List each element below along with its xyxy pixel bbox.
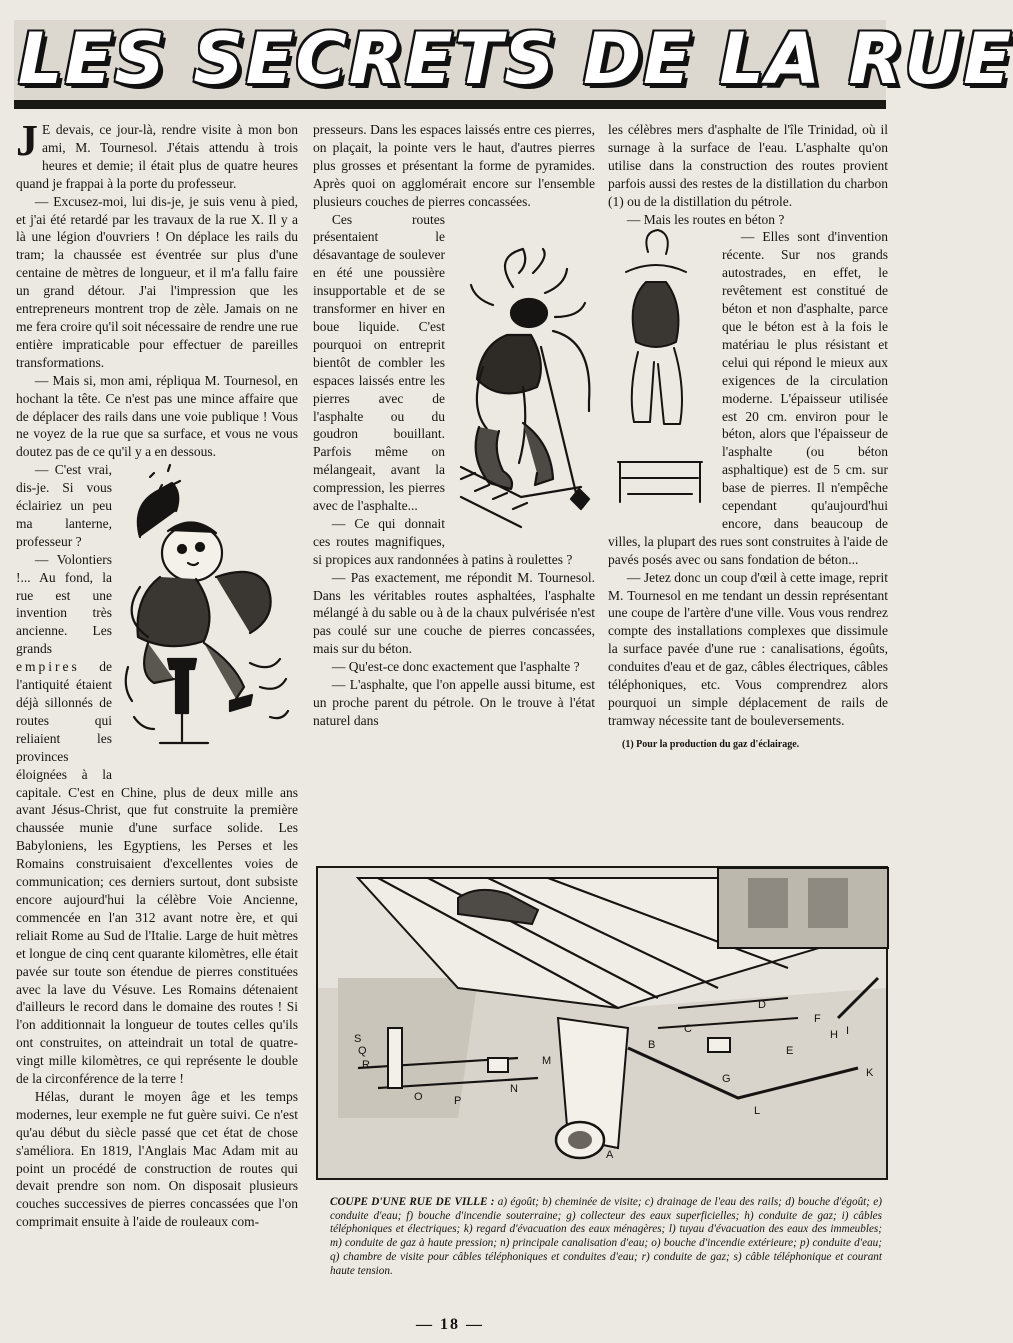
caption-legend: a) égoût; b) cheminée de visite; c) drainage de l'eau des rails; d) bouche d'égoût; e) conduite d'eau; f) bouche d'incendie souterraine; g) collecteur des eaux superficielles; h) conduite de gaz; i) câbles téléphoniques et électriques; k) regard d'évacuation des eaux ménagères; l) tuyau d'évacuation des eaux des immeubles; m) conduite de gaz à haute pression; n) principale canalisation d'eau; o) bouche d'incendie extérieure; p) conduite d'eau; q) chambre de visite pour câbles téléphoniques et conduites d'eau; r) conduite de gaz; s) câble téléphonique et courant haute tension. [330,1196,882,1277]
figure-label-q: Q [358,1045,367,1057]
figure-label-p: P [454,1095,462,1107]
figure-label-h: H [830,1029,838,1041]
street-cross-section-figure [316,866,888,1180]
paragraph-text: E devais, ce jour-là, rendre visite à mon bon ami, M. Tournesol. J'étais attendu à trois heures et demie; il était plus de quatre heures quand je frappai à la porte du professeur. [16,122,298,191]
footnote: (1) Pour la production du gaz d'éclairage. [622,738,800,750]
paragraph: — Ce qui donnait ces routes magnifiques, si propices aux randonnées à patins à roulettes ? [313,515,573,567]
paragraph: les célèbres mers d'asphalte de l'île Trinidad, où il surnage à la surface de l'eau. L'asphalte qu'on utilise dans la construction des routes provient parfois aussi des restes de la distillation du charbon (1) ou de la distillation du pétrole. [608,122,888,209]
article-column-3 [608,121,888,754]
figure-label-o: O [414,1091,423,1103]
spaced-word: empires [16,659,80,675]
paragraph: — Mais si, mon ami, répliqua M. Tournesol, en hochant la tête. Ce n'est pas une mince affaire que de déplacer des rails dans une voie publique ! Vous ne voyez de la rue que sa surface, et vous ne vous doutez pas de ce qu'il y a en dessous. [16,372,298,460]
paragraph: Ces routes présentaient le désavantage de soulever en été une poussière insupportable et de se transformer en hiver en boue liquide. C'est pourquoi on entreprit bientôt de combler les espaces laissés entre les pierres avec de l'asphalte ou du goudron bouillant. Parfois même on mélangeait, avant la compression, les pierres avec de l'asphalte... [313,211,445,514]
paragraph-text: de l'antiquité étaient déjà sillonnés de routes qui reliaient les provinces éloignées à la capitale. C'est en Chine, plus de deux mille ans avant Jésus-Christ, que fut construite la première chaussée munie d'une surface solide. Les Babyloniens, les Egyptiens, les Perses et les Romains construisaient d'excellentes voies de communication; ces derniers surtout, dont subsiste encore aujourd'hui la célèbre Voie Ancienne, commencée en l'an 312 avant notre ère, et qui reliait Rome au Sud de l'Italie. Large de huit mètres et longue de cinq cent quarante kilomètres, elle était pavée sur toute son étendue de pierres constituées avec la lave du Vésuve. Les Romains détenaient d'ailleurs le record dans le domaine des routes ! Si l'on additionnait la longueur de toutes celles qu'ils ont construites, on atteindrait un total de quatre-vingt mille kilomètres, ce qui représente le double de la circonférence de la terre ! [16,659,298,1087]
figure-label-k: K [866,1067,874,1079]
figure-label-i: I [846,1025,850,1037]
figure-label-d: D [758,999,766,1011]
figure-label-n: N [510,1083,518,1095]
paragraph: Hélas, durant le moyen âge et les temps modernes, leur exemple ne fut guère suivi. Ce n'est qu'au début du siècle passé que cet état de chose s'améliora. En 1819, l'Anglais Mac Adam mit au point un procédé de construction de routes qui devait prendre son nom. On disposait plusieurs couches successives de pierres concassées que l'on comprimait ensuite à l'aide de rouleaux com- [16,1088,298,1230]
paragraph-text: — Volontiers !... Au fond, la rue est une invention très ancienne. Les grands [16,551,112,657]
jackhammer-worker-illustration [120,467,298,767]
paragraph: — Qu'est-ce donc exactement que l'asphalte ? [331,659,580,675]
paragraph: — Pas exactement, me répondit M. Tournesol. Dans les véritables routes asphaltées, l'asphalte mélangé à du sable ou à de la chaux pulvérisée n'est pas coulé sur une couche de pierres concassées, mais sur du béton. [313,569,595,657]
paragraph [16,116,298,193]
paragraph: — Excusez-moi, lui dis-je, je suis venu à pied, et j'ai été retardé par les travaux de la rue X. Il y a là une légion d'ouvriers ! On déplace les rails du tram; la chaussée est éventrée sur plus d'une centaine de mètres de longueur, et il m'a fallu faire un grand détour. J'ai l'impression que les entrepreneurs montrent trop de zèle. Jamais on ne me fera croire qu'il soit nécessaire de rendre une rue entière impraticable pour effectuer de pareilles transformations. [16,193,298,370]
figure-label-e: E [786,1045,794,1057]
street-cross-section-drawing [318,868,886,1178]
paragraph: — L'asphalte, que l'on appelle aussi bitume, est un proche parent du pétrole. On le trouve à l'état naturel dans [313,677,595,728]
paragraph: — Elles sont d'invention récente. Sur nos grands autostrades, en effet, le revêtement est constitué de béton et non d'asphalte, parce que le béton est à la fois le matériau le plus résistant et celui qui répond le mieux aux exigences de la circulation moderne. L'épaisseur utilisée est 20 cm. environ pour le béton, alors que l'épaisseur de l'asphalte (ou béton asphaltique) est de 5 cm. sur base de pierres. Il n'empêche cependant qu'aujourd'hui encore, dans beaucoup de villes, la plupart des rues sont construites à l'aide de pavés posés avec ou sans fondation de béton... [608,229,888,567]
caption-heading: COUPE D'UNE RUE DE VILLE : [330,1196,495,1208]
dangling-worker-illustration [608,222,712,522]
drop-cap: J [16,116,38,165]
paragraph: — Jetez donc un coup d'œil à cette image, reprit M. Tournesol en me tendant un dessin représentant une coupe de l'artère d'une ville. Vous vous rendrez compte des installations complexes que dissimule la surface pavée d'une rue : canalisations, égoûts, conduites d'eau et de gaz, câbles électriques, câbles téléphoniques, etc. Vous comprendrez alors pourquoi un simple déplacement de rails de tramway nécessite tant de bouleversements. [608,569,888,728]
article-column-1 [16,116,298,1231]
paragraph: presseurs. Dans les espaces laissés entre ces pierres, on plaçait, la pointe vers le haut, d'autres pierres plus grosses et présentant la forme de pyramides. Après quoi on agglomérait encore sur l'ensemble plusieurs couches de pierres concassées. [313,122,595,209]
figure-label-a: A [606,1149,614,1161]
figure-label-r: R [362,1059,370,1071]
figure-label-m: M [542,1055,552,1067]
figure-caption [330,1196,882,1278]
figure-label-b: B [648,1039,656,1051]
figure-label-c: C [684,1023,692,1035]
article-column-2 [313,121,595,730]
figure-label-g: G [722,1073,731,1085]
figure-label-s: S [354,1033,362,1045]
paragraph: — C'est vrai, dis-je. Si vous éclairiez un peu ma lanterne, professeur ? [16,462,112,549]
figure-label-l: L [754,1105,761,1117]
page-title: LES SECRETS DE LA RUE [18,18,1013,100]
pickaxe-worker-illustration [453,247,595,539]
page-number: — 18 — [416,1316,484,1333]
figure-label-f: F [814,1013,821,1025]
paragraph: — Mais les routes en béton ? [626,211,785,227]
